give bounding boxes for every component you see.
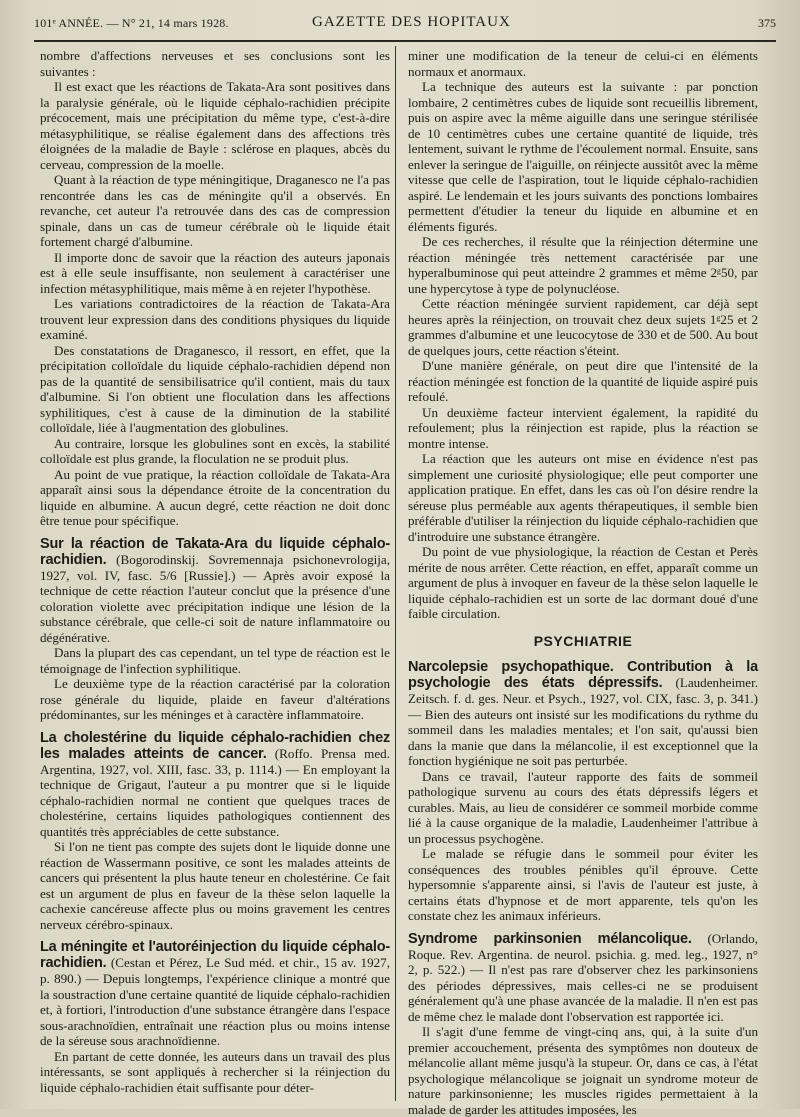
article-title: Narcolepsie psychopathique. Contribution à la psychologie des états dépressifs. [408, 659, 758, 691]
article-cholesterine [40, 730, 390, 840]
paragraph: nombre d'affections nerveuses et ses conclusions sont les suivantes : [40, 48, 390, 79]
paragraph: Le malade se réfugie dans le sommeil pour éviter les conséquences des troubles pénibles qu'il éprouve. Cette hypersomnie s'apparente ainsi, si l'avis de l'auteur est juste, à certains états d'hypnose et de mort apparente, tels qu'on les constate chez les animaux inférieurs. [408, 846, 758, 923]
paragraph: Dans ce travail, l'auteur rapporte des faits de sommeil pathologique survenu au cours des états dépressifs légers et curables. Mais, au lieu de considérer ce sommeil morbide comme lié à la cause organique de la maladie, Laudenheimer l'attribue à un processus psychogène. [408, 768, 758, 846]
page-number: 375 [758, 16, 776, 30]
paragraph: Du point de vue physiologique, la réaction de Cestan et Perès mérite de nous arrêter. Cette réaction, en effet, apparaît comme un argument de plus à invoquer en faveur de la thèse selon laquelle le liquide céphalo-rachidien est un sorte de lac dormant doué d'une faible circulation. [408, 544, 758, 621]
article-title: Syndrome parkinsonien mélancolique. [408, 930, 692, 947]
right-column [408, 48, 758, 1117]
paragraph: Le deuxième type de la réaction caractérisé par la coloration rose générale du liquide, plaide en faveur d'altérations prédominantes, sur les méninges et à caractère inflammatoire. [40, 676, 390, 722]
article-reference: (Cestan et Pérez, Le Sud méd. et chir., 15 av. 1927, p. 890.) — Depuis longtemps, l'expérience clinique a montré que la soustraction d'une certaine quantité de liquide céphalo-rachidien et, à fortiori, l'introduction d'une substance étrangère dans l'espace sous-arachnoïdien, entraînait une réaction plus ou moins intense de la séreuse sous arachnoïdienne. [40, 955, 390, 1048]
paragraph: La technique des auteurs est la suivante : par ponction lombaire, 2 centimètres cubes de liquide sont recueillis librement, puis on aspire avec la même aiguille dans une seringue stérilisée de 10 centimètres cubes une certaine quantité de liquide, très lentement, suivant le rythme de l'écoulement normal. Ensuite, sans enlever la seringue de l'aiguille, on réinjecte aussitôt avec la même vitesse que celle de l'aspiration, tout le liquide céphalo-rachidien aspiré. Le lendemain et les jours suivants des ponctions lombaires permettent d'étudier la teneur du liquide en albumine et en éléments figurés. [408, 79, 758, 234]
article-parkinsonien [408, 931, 758, 1025]
paragraph: Les variations contradictoires de la réaction de Takata-Ara trouvent leur expression dans des conditions physiques du liquide examiné. [40, 296, 390, 342]
issue-line: 101ᵉ ANNÉE. — N° 21, 14 mars 1928. [34, 16, 229, 30]
column-divider [395, 46, 396, 1101]
paragraph: Si l'on ne tient pas compte des sujets dont le liquide donne une réaction de Wassermann positive, ce sont les malades atteints de cancers qui présentent la plus haute teneur en cholestérine. Ce fait est un argument de plus en faveur de la thèse selon laquelle la cachexie cancéreuse affecte plus ou moins gravement les centres nerveux cérébro-spinaux. [40, 839, 390, 932]
paragraph: Il est exact que les réactions de Takata-Ara sont positives dans la paralysie générale, où le liquide céphalo-rachidien précipite précocement, mais une précipitation du même type, c'est-à-dire métasyphilitique, se réalise également dans des affections très éloignées de la maladie de Bayle : sclérose en plaques, abcès du cerveau, compression de la moelle. [40, 79, 390, 172]
paragraph: En partant de cette donnée, les auteurs dans un travail des plus intéressants, se sont appliqués à rechercher si la réinjection du liquide céphalo-rachidien était suffisante pour déter- [40, 1048, 390, 1095]
article-title: Sur la réaction de Takata-Ara du liquide céphalo-rachidien. [40, 535, 390, 568]
paragraph: Quant à la réaction de type méningitique, Draganesco ne l'a pas rencontrée dans les cas de méningite qu'il a observés. En revanche, cet auteur l'a retrouvée dans des cas de compression spinale, dans un cas de tumeur cérébrale où le liquide était fortement chargé d'albumine. [40, 172, 390, 249]
journal-title: GAZETTE DES HOPITAUX [312, 14, 511, 30]
article-takata-ara [40, 536, 390, 646]
paragraph: Cette réaction méningée survient rapidement, car déjà sept heures après la réinjection, on trouvait chez deux sujets 1ᵍ25 et 2 grammes d'albumine et une leucocytose de 330 et de 500. Au bout de quelques jours, cette réaction s'éteint. [408, 296, 758, 358]
article-meningite [40, 939, 390, 1049]
paragraph: Au point de vue pratique, la réaction colloïdale de Takata-Ara apparaît ainsi sous la dépendance étroite de la concentration du liquide en albumine. A aucun degré, cette réaction ne doit donc être tenue pour spécifique. [40, 466, 390, 528]
article-title: La méningite et l'autoréinjection du liquide céphalo-rachidien. [40, 939, 390, 971]
header-rule [34, 40, 776, 42]
article-narcolepsie [408, 659, 758, 769]
paragraph: De ces recherches, il résulte que la réinjection détermine une réaction méningée très nettement caractérisée par une hyperalbuminose qui peut atteindre 2 grammes et même 2ᵍ50, par une hypercytose à type de polynucléose. [408, 234, 758, 296]
paragraph: Il importe donc de savoir que la réaction des auteurs japonais est à elle seule insuffisante, non seulement à caractériser une infection métasyphilitique, mais même à en rejeter l'hypothèse. [40, 249, 390, 296]
paragraph: Des constatations de Draganesco, il ressort, en effet, que la précipitation colloïdale du liquide céphalo-rachidien dépend non pas de la quantité de sensibilisatrice qu'il contient, mais du taux d'albumine. Si l'on obtient une floculation dans les affections syphilitiques, c'est à cause de la diminution de la stabilité colloïdale, liée à l'augmentation des globulines. [40, 342, 390, 435]
article-reference: (Laudenheimer. Zeitsch. f. d. ges. Neur. et Psych., 1927, vol. CIX, fasc. 3, p. 341.) — Bien des auteurs ont insisté sur les modifications du rythme du sommeil dans les maladies mentales; et l'on sait, qu'aussi bien dans la manie que dans la mélancolie, il est exceptionnel que la fonction hygiénique ne soit pas perturbée. [408, 675, 758, 768]
left-column [40, 48, 390, 1098]
paragraph: Il s'agit d'une femme de vingt-cinq ans, qui, à la suite d'un premier accouchement, présenta des symptômes non douteux de mélancolie allant même jusqu'à la stupeur. Or, dans ce cas, à l'état psychologique mélancolique se joignait un syndrome moteur de nature parkinsonienne; les muscles rigides permettaient à la malade de garder les attitudes imposées, les [408, 1024, 758, 1117]
running-header [34, 12, 776, 38]
article-title: La cholestérine du liquide céphalo-rachidien chez les malades atteints de cancer. [40, 729, 390, 762]
paragraph: Dans la plupart des cas cependant, un tel type de réaction est le témoignage de l'infection syphilitique. [40, 645, 390, 676]
section-heading: PSYCHIATRIE [533, 632, 633, 649]
paragraph: miner une modification de la teneur de celui-ci en éléments normaux et anormaux. [408, 48, 758, 79]
paragraph: Un deuxième facteur intervient également, la rapidité du refoulement; plus la réinjection est rapide, plus la réaction se montre intense. [408, 404, 758, 451]
article-reference: (Orlando, Roque. Rev. Argentina. de neurol. psichia. g. med. leg., 1927, n° 2, p. 522.) — Il n'est pas rare d'observer chez les parkinsoniens des périodes dépressives, mais celles-ci ne se produisent généralement qu'à une phase avancée de la maladie. Il n'en est pas de même chez le malade dont l'observation est rapportée ici. [408, 930, 758, 1024]
paragraph: La réaction que les auteurs ont mise en évidence n'est pas simplement une curiosité physiologique; elle peut comporter une application pratique. En effet, dans les cas où l'on désire rendre la séreuse plus perméable aux agents thérapeutiques, il semble bien préférable d'utiliser la réinjection du liquide céphalo-rachidien que d'introduire une substance étrangère. [408, 451, 758, 544]
article-reference: (Roffo. Prensa med. Argentina, 1927, vol. XIII, fasc. 33, p. 1114.) — En employant la technique de Grigaut, l'auteur a pu montrer que si le liquide céphalo-rachidien normal ne contient que quelques traces de cholestérine, certains liquides pathologiques contiennent des quantités très appréciables de cette substance. [40, 745, 391, 839]
article-reference: (Bogorodinskij. Sovremennaja psichonevrologija, 1927, vol. IV, fasc. 5/6 [Russie].) — Après avoir exposé la technique de cette réaction l'auteur conclut que la présence d'une coloration violette avec précipitation indique une lésion de la substance cérébrale, que celle-ci soit de nature inflammatoire ou dégénérative. [40, 551, 390, 645]
paragraph: D'une manière générale, on peut dire que l'intensité de la réaction méningée est fonction de la quantité de liquide aspiré puis refoulé. [408, 358, 758, 404]
paragraph: Au contraire, lorsque les globulines sont en excès, la stabilité colloïdale est plus grande, la floculation ne se produit plus. [40, 435, 390, 466]
